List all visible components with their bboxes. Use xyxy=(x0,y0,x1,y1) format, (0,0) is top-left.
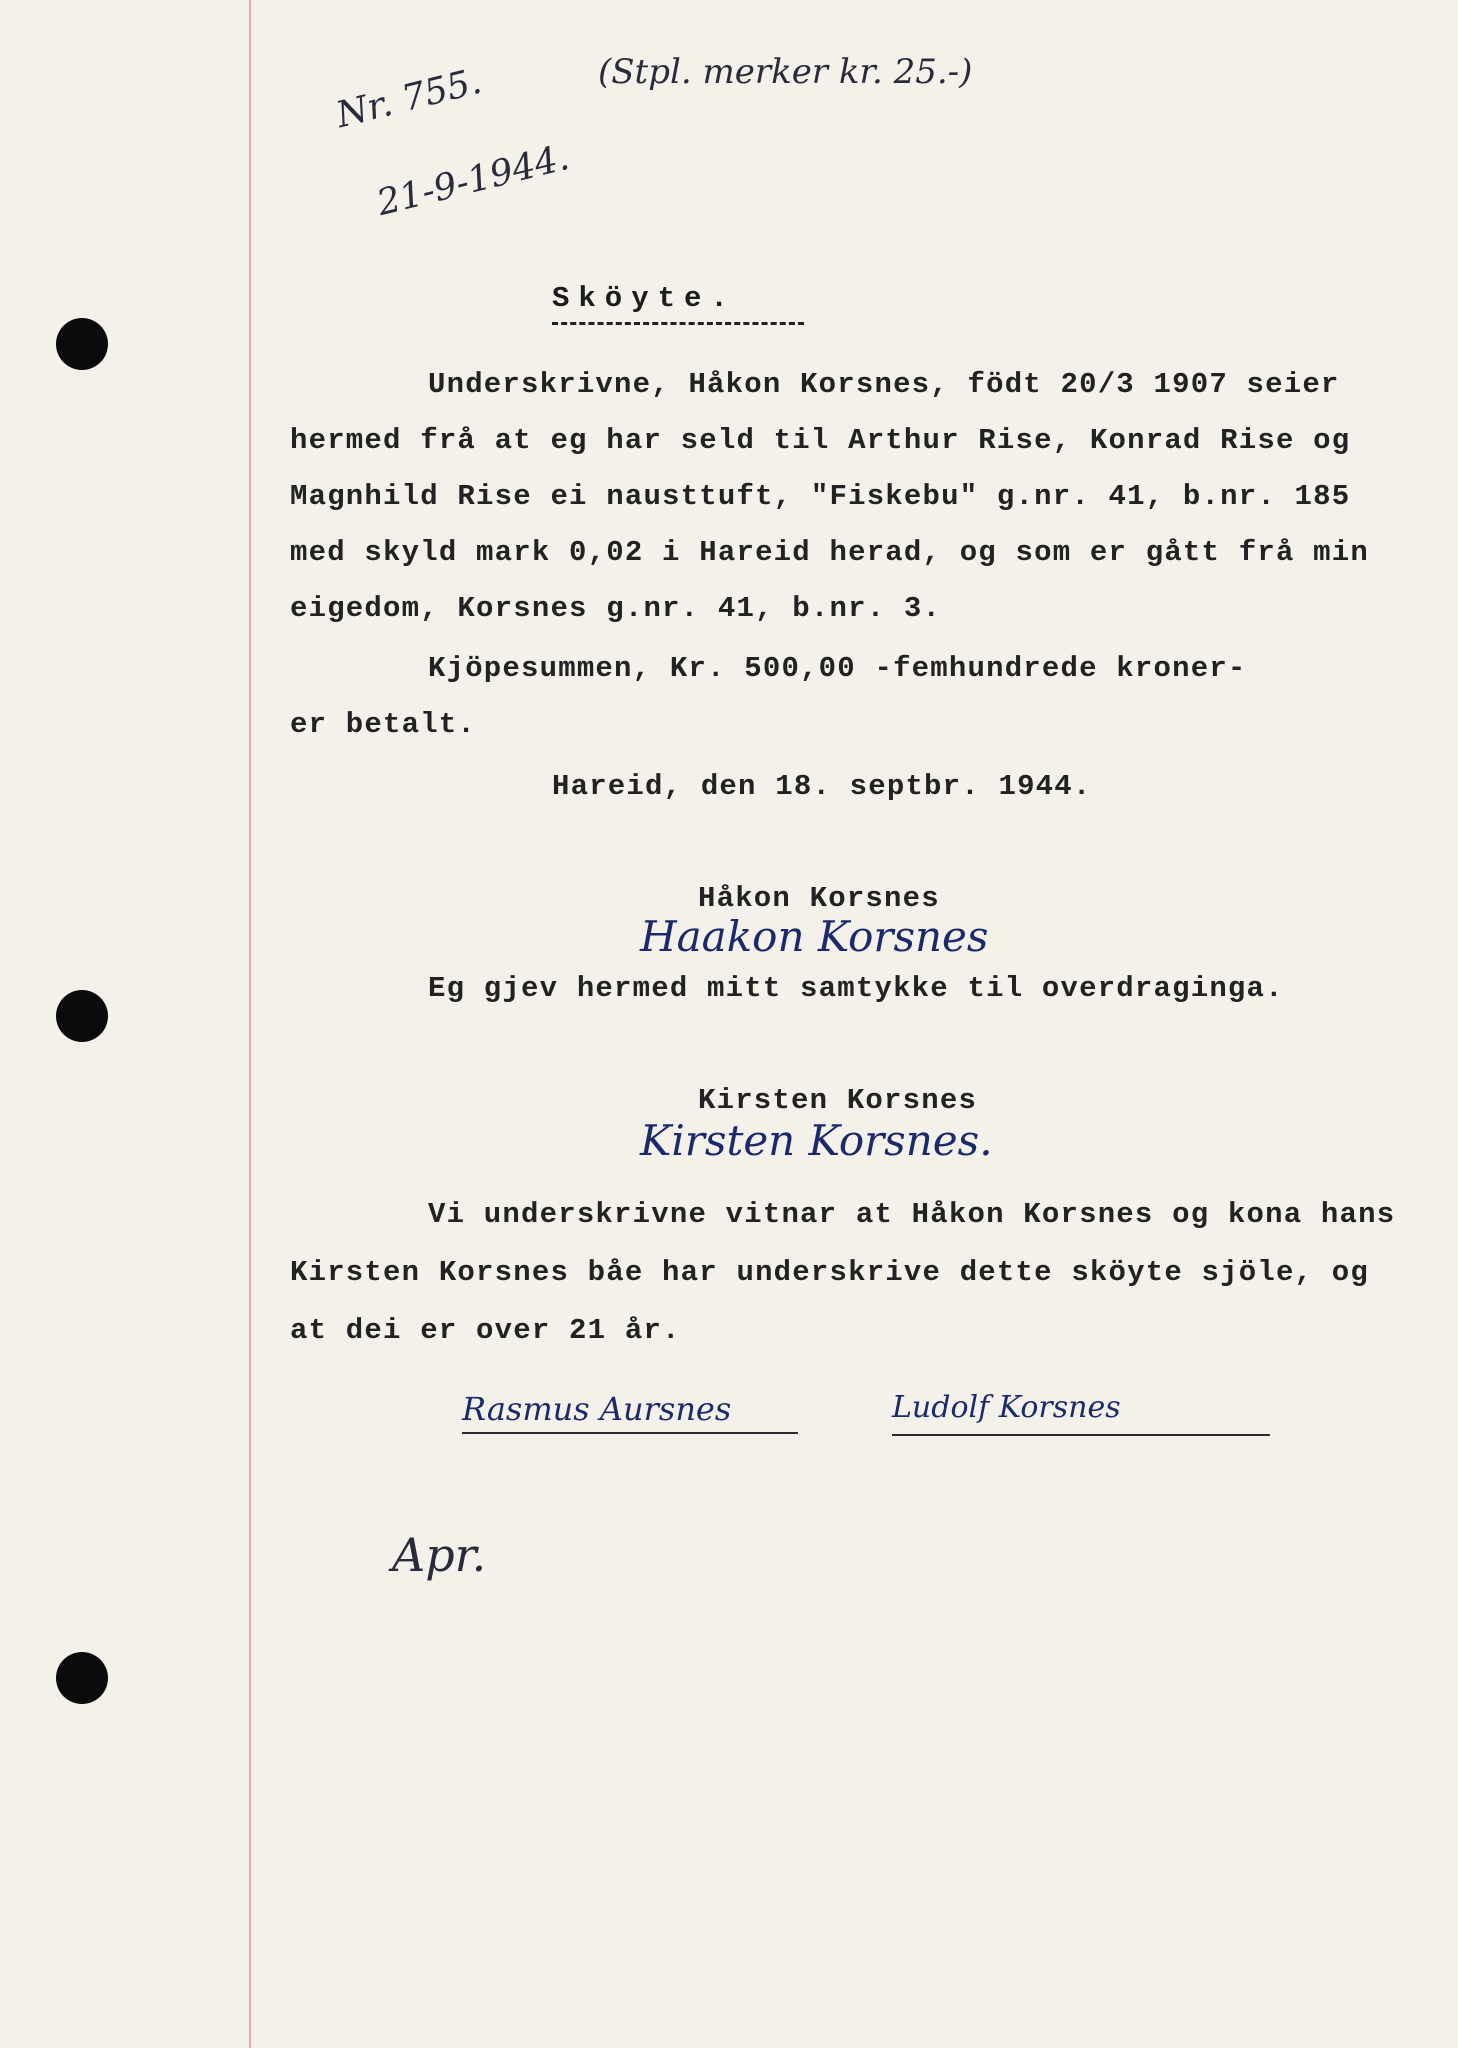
spouse-name: Kirsten Korsnes xyxy=(698,1084,978,1117)
body-line-5: eigedom, Korsnes g.nr. 41, b.nr. 3. xyxy=(290,592,942,625)
punch-hole-middle xyxy=(56,990,108,1042)
consent-line: Eg gjev hermed mitt samtykke til overdraginga. xyxy=(428,972,1284,1005)
body-line-7: er betalt. xyxy=(290,708,477,741)
body-line-1: Underskrivne, Håkon Korsnes, födt 20/3 1907 seier xyxy=(428,368,1340,401)
body-line-6: Kjöpesummen, Kr. 500,00 -femhundrede kroner- xyxy=(428,652,1247,685)
witness-line-2: Kirsten Korsnes båe har underskrive dette sköyte sjöle, og xyxy=(290,1256,1369,1289)
witness-signature-2: Ludolf Korsnes xyxy=(892,1390,1121,1425)
body-line-3: Magnhild Rise ei nausttuft, "Fiskebu" g.nr. 41, b.nr. 185 xyxy=(290,480,1351,513)
stamp-note: (Stpl. merker kr. 25.-) xyxy=(598,52,973,92)
body-line-4: med skyld mark 0,02 i Hareid herad, og som er gått frå min xyxy=(290,536,1369,569)
title-underline xyxy=(552,322,804,325)
witness-signature-line-2 xyxy=(892,1434,1270,1436)
punch-hole-top xyxy=(56,318,108,370)
reference-number: Nr. 755. xyxy=(332,60,486,137)
body-line-2: hermed frå at eg har seld til Arthur Rise, Konrad Rise og xyxy=(290,424,1351,457)
seller-signature: Haakon Korsnes xyxy=(640,912,989,961)
spouse-signature: Kirsten Korsnes. xyxy=(640,1116,993,1165)
document-title: Sköyte. xyxy=(552,282,737,315)
witness-signature-1: Rasmus Aursnes xyxy=(462,1390,732,1428)
seller-name: Håkon Korsnes xyxy=(698,882,940,915)
margin-line xyxy=(249,0,251,2048)
witness-signature-line-1 xyxy=(462,1432,798,1434)
punch-hole-bottom xyxy=(56,1652,108,1704)
place-date-line: Hareid, den 18. septbr. 1944. xyxy=(552,770,1092,803)
initials: Apr. xyxy=(392,1528,487,1582)
witness-line-1: Vi underskrivne vitnar at Håkon Korsnes og kona hans xyxy=(428,1198,1396,1231)
registration-date: 21-9-1944. xyxy=(372,136,574,225)
witness-line-3: at dei er over 21 år. xyxy=(290,1314,681,1347)
